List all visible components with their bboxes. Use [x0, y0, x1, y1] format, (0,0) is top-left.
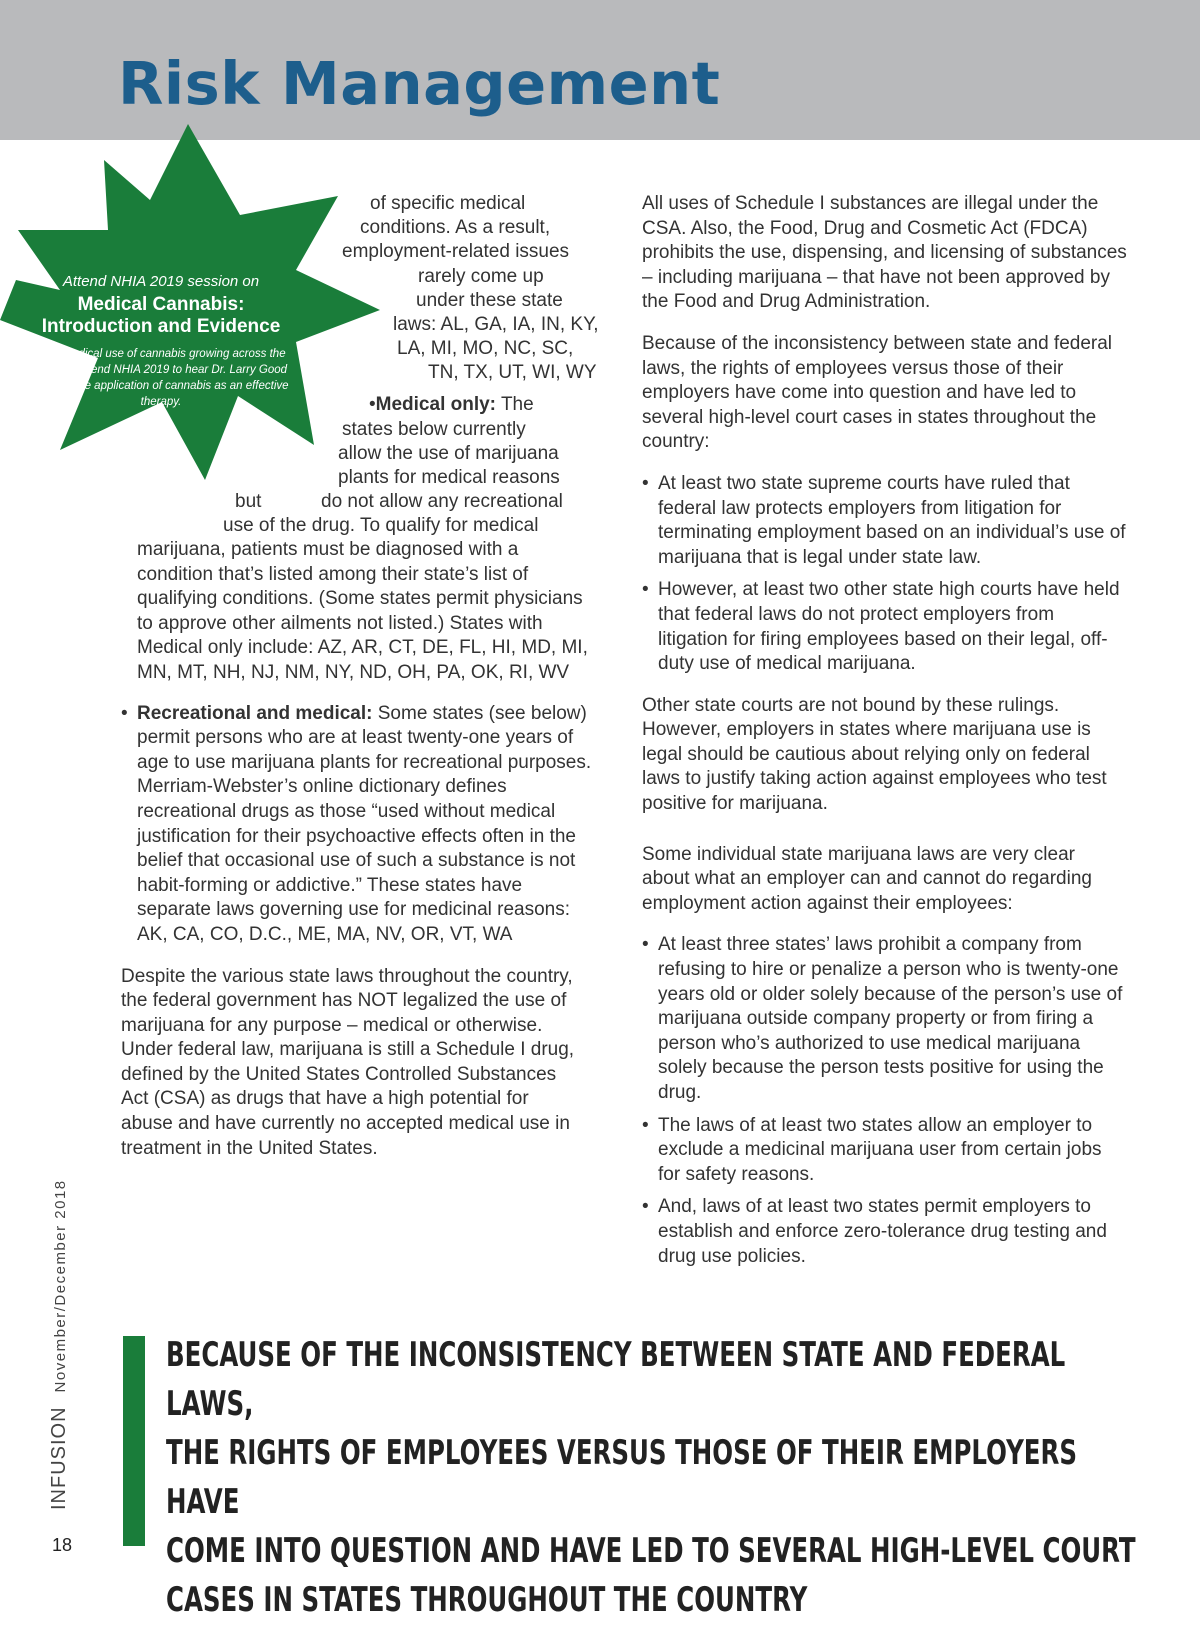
callout-heading-line2: Introduction and Evidence: [41, 316, 281, 337]
state-law-bullet: • And, laws of at least two states permit employers to establish and enforce zero-tolerance drug testing and drug use policies.: [642, 1195, 1127, 1269]
wrap-line: rarely come up: [418, 266, 544, 287]
wrap-line: conditions. As a result,: [360, 217, 551, 238]
medical-only-label: Medical only:: [375, 394, 497, 415]
csa-paragraph: All uses of Schedule I substances are illegal under the CSA. Also, the Food, Drug and Cosmetic Act (FDCA) prohibits the use, dispensing, and licensing of substances – including marijuana – that have not been approved by the Food and Drug Administration.: [642, 193, 1127, 313]
state-law-bullet: • At least three states’ laws prohibit a company from refusing to hire or penalize a person who is twenty-one years old or older solely because of the person’s use of marijuana outside company property or from firing a person who’s authorized to use medical marijuana solely because the person tests positive for using the drug.: [642, 933, 1127, 1105]
wrap-line: laws: AL, GA, IA, IN, KY,: [393, 314, 599, 335]
recreational-text: Some states (see below) permit persons who are at least twenty-one years of age to use marijuana plants for recreational purposes. Merriam-Webster’s online dictionary defines recreational drugs as those “used without medical justification for their psychoactive effects often in the belief that occasional use of such a substance is not habit-forming or addictive.” These states have separate laws governing use for medicinal reasons: AK, CA, CO, D.C., ME, MA, NV, OR, VT, WA: [137, 702, 592, 945]
issue-date: November/December 2018: [52, 1179, 69, 1393]
wrap-line: use of the drug. To qualify for medical: [223, 515, 539, 536]
state-laws-paragraph: Some individual state marijuana laws are very clear about what an employer can and cannot do regarding employment action against their employees:: [642, 843, 1092, 914]
recreational-label: Recreational and medical:: [137, 702, 373, 724]
pull-quote-line: COME INTO QUESTION AND HAVE LED TO SEVERAL HIGH-LEVEL COURT: [166, 1531, 1136, 1571]
wrap-line: under these state: [416, 290, 563, 311]
wrap-line: The: [500, 394, 534, 415]
pull-quote-line: THE RIGHTS OF EMPLOYEES VERSUS THOSE OF THEIR EMPLOYERS HAVE: [166, 1433, 1078, 1522]
wrap-line: of specific medical: [370, 193, 526, 214]
pull-quote: [166, 1331, 1152, 1625]
federal-paragraph: Despite the various state laws throughout the country, the federal government has NOT legalized the use of marijuana for any purpose – medical or otherwise. Under federal law, marijuana is still a Schedule I drug, defined by the United States Controlled Substances Act (CSA) as drugs that have a high potential for abuse and have currently no accepted medical use in treatment in the United States.: [121, 965, 575, 1159]
state-law-bullet: • The laws of at least two states allow an employer to exclude a medicinal marijuana user from certain jobs for safety reasons.: [642, 1114, 1127, 1188]
session-callout[interactable]: [28, 272, 294, 410]
page-number: 18: [52, 1535, 73, 1555]
callout-blurb: With medical use of cannabis growing across the country, attend NHIA 2019 to hear Dr. Larry Good discuss the application of cannabis as an effective therapy.: [33, 348, 289, 408]
wrap-line: but: [235, 491, 262, 512]
pull-quote-bar: [123, 1336, 145, 1546]
left-column-body: [121, 538, 597, 1161]
magazine-side-label: [48, 1179, 71, 1510]
wrap-line: states below currently: [342, 419, 526, 440]
medical-only-line: [369, 393, 534, 418]
callout-heading-line1: Medical Cannabis:: [77, 294, 245, 315]
court-bullet: • However, at least two other state high courts have held that federal laws do not protect employers from litigation for firing employees based on their legal, off-duty use of medical marijuana.: [642, 578, 1127, 676]
court-bullet: • At least two state supreme courts have ruled that federal law protects employers from litigation for terminating employment based on an individual’s use of marijuana that is legal under state law.: [642, 472, 1127, 570]
callout-kicker: Attend NHIA 2019 session on: [62, 273, 260, 290]
pull-quote-line: BECAUSE OF THE INCONSISTENCY BETWEEN STATE AND FEDERAL LAWS,: [166, 1335, 1066, 1424]
other-courts-paragraph: Other state courts are not bound by these rulings. However, employers in states where marijuana use is legal should be cautious about relying only on federal laws to justify taking action against employees who test positive for marijuana.: [642, 694, 1107, 815]
page-title: Risk Management: [118, 49, 721, 118]
pull-quote-line: CASES IN STATES THROUGHOUT THE COUNTRY: [166, 1580, 808, 1620]
wrap-line: do not allow any recreational: [321, 491, 563, 512]
wrap-line: TN, TX, UT, WI, WY: [428, 362, 597, 383]
wrap-line: LA, MI, MO, NC, SC,: [397, 338, 574, 359]
magazine-name: INFUSION: [48, 1406, 70, 1510]
inconsistency-paragraph: Because of the inconsistency between state and federal laws, the rights of employees versus those of their employers have come into question and have led to several high-level court cases in states throughout the country:: [642, 332, 1113, 453]
medical-only-rest: marijuana, patients must be diagnosed with a condition that’s listed among their state’s list of qualifying conditions. (Some states permit physicians to approve other ailments not listed.) States with Medical only include: AZ, AR, CT, DE, FL, HI, MD, MI, MN, MT, NH, NJ, NM, NY, ND, OH, PA, OK, RI, WV: [137, 539, 588, 683]
wrap-line: plants for medical reasons: [338, 467, 560, 488]
right-column: [642, 192, 1127, 1277]
wrap-line: employment-related issues: [342, 241, 570, 262]
bullet-glyph: •: [369, 394, 376, 415]
wrap-line: allow the use of marijuana: [338, 443, 559, 464]
recreational-bullet: [121, 702, 597, 948]
